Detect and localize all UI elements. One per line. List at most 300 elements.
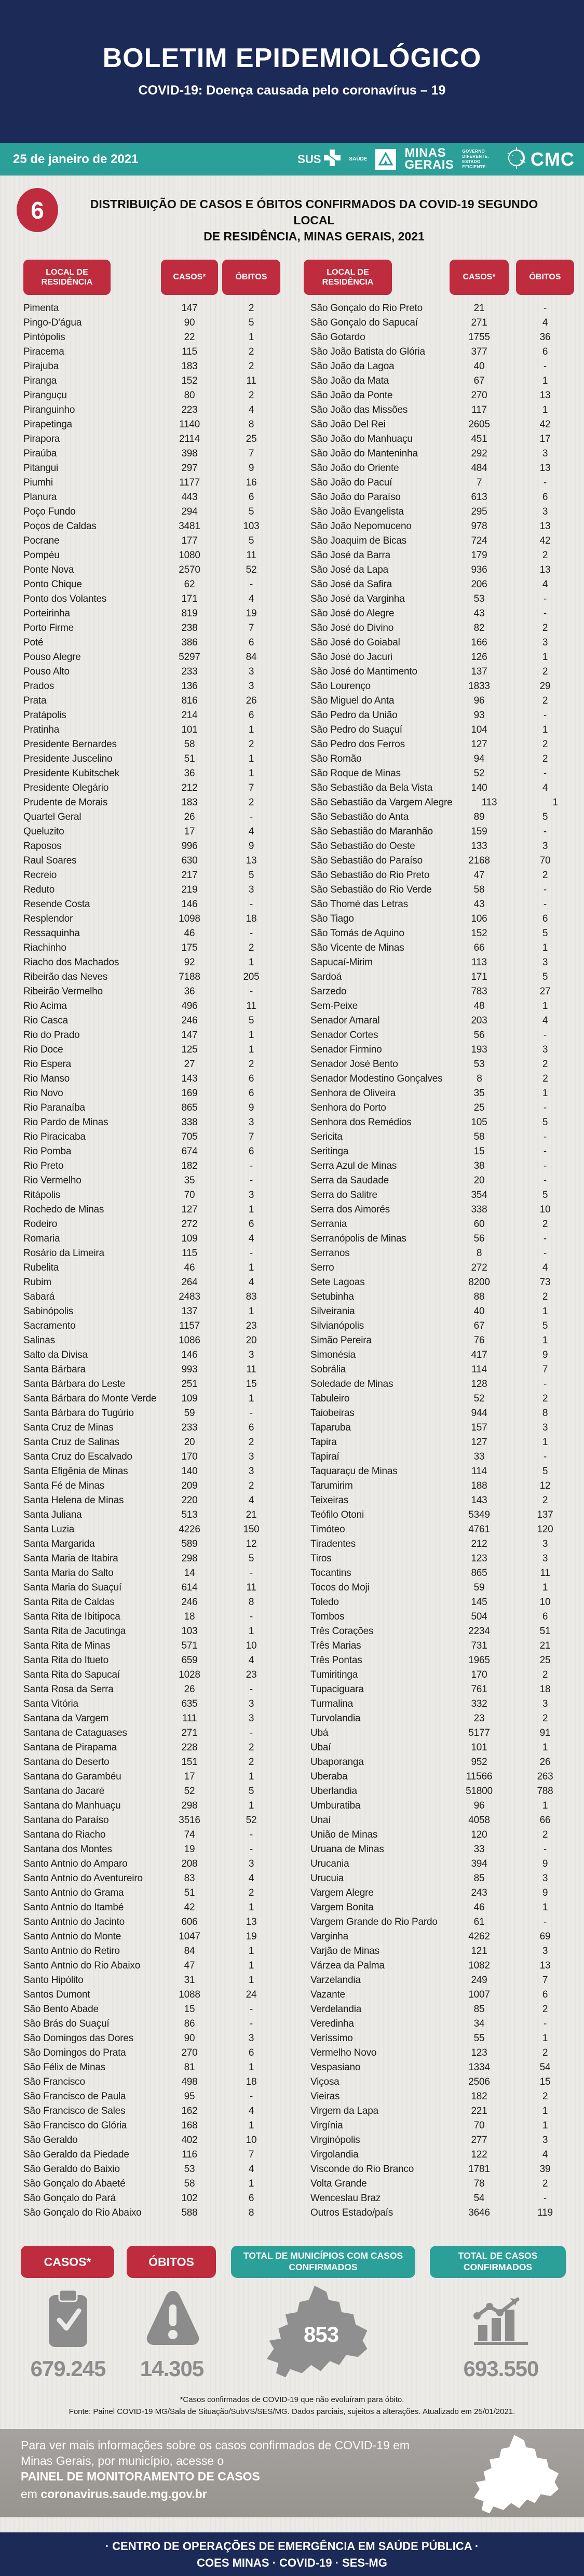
table-row — [23, 984, 280, 999]
table-row — [23, 1741, 280, 1755]
cases-value: 105 — [471, 1117, 487, 1128]
municipality-name: Volta Grande — [310, 2178, 367, 2189]
summary-casos-button: CASOS* — [21, 2246, 114, 2278]
municipality-name: Serra da Saudade — [310, 1175, 389, 1186]
deaths-value: 2 — [542, 870, 548, 881]
deaths-value: 11 — [246, 550, 256, 561]
cases-value: 233 — [181, 666, 198, 677]
municipality-name: Serranos — [310, 1248, 350, 1259]
table-row — [304, 1552, 574, 1566]
table-row — [304, 2104, 574, 2119]
municipality-name: Rubim — [23, 1277, 51, 1288]
cases-value: 101 — [471, 1742, 487, 1753]
municipality-name: Ubá — [310, 1728, 329, 1738]
municipality-name: São João Batista do Glória — [310, 346, 425, 357]
table-row — [23, 708, 280, 723]
table-row — [304, 955, 574, 970]
municipality-name: Resende Costa — [23, 899, 90, 910]
table-row — [23, 825, 280, 839]
cases-value: 26 — [184, 1684, 195, 1695]
table-row — [23, 1014, 280, 1028]
cases-value: 67 — [473, 1320, 485, 1331]
municipality-name: Santana do Jacaré — [23, 1786, 105, 1797]
cases-value: 332 — [471, 1698, 487, 1709]
cmc-emblem-icon — [505, 146, 528, 172]
tagline-line: DIFERENTE. — [462, 154, 490, 159]
deaths-value: 5 — [248, 1553, 254, 1564]
municipality-name: Santa Luzia — [23, 1524, 75, 1535]
cases-value: 147 — [181, 303, 198, 314]
table-row — [304, 1057, 574, 1072]
deaths-value: 42 — [539, 535, 551, 546]
cases-value: 89 — [473, 812, 485, 822]
deaths-value: 2 — [542, 550, 548, 561]
deaths-value: 5 — [248, 506, 254, 517]
deaths-value: 3 — [542, 1044, 548, 1055]
deaths-value: 7 — [248, 448, 254, 459]
table-row — [23, 1159, 280, 1174]
deaths-value: 69 — [539, 1931, 551, 1942]
deaths-value: - — [543, 594, 547, 604]
municipality-name: São Sebastião do Paraíso — [310, 855, 423, 866]
cases-value: 106 — [471, 913, 487, 924]
minas-gerais-logo — [404, 147, 454, 171]
table-row — [304, 1857, 574, 1871]
deaths-value: 5 — [542, 1320, 548, 1331]
deaths-value: 4 — [248, 594, 254, 604]
table-row — [304, 2031, 574, 2046]
cases-value: 157 — [471, 1422, 487, 1433]
deaths-value: - — [249, 1161, 253, 1171]
cases-value: 58 — [473, 1131, 485, 1142]
municipality-name: Pitangui — [23, 463, 59, 474]
municipality-name: Santa Bárbara do Monte Verde — [23, 1393, 157, 1404]
municipality-name: Rio Piracicaba — [23, 1131, 86, 1142]
cases-value: 78 — [473, 2178, 485, 2189]
cases-value: 571 — [181, 1640, 198, 1651]
coronavirus-site-link[interactable]: coronavirus.saude.mg.gov.br — [40, 2487, 207, 2501]
table-row — [23, 2046, 280, 2060]
cases-value: 166 — [471, 637, 487, 648]
table-row — [304, 665, 574, 679]
table-row — [23, 1799, 280, 1813]
deaths-value: - — [543, 1917, 547, 1927]
municipality-name: Ubaporanga — [310, 1757, 364, 1768]
deaths-value: 3 — [248, 1858, 254, 1869]
table-row — [304, 810, 574, 825]
table-right-column — [304, 301, 574, 2220]
deaths-value: 10 — [539, 1597, 551, 1608]
cases-value: 2168 — [468, 855, 490, 866]
cases-value: 35 — [473, 1088, 485, 1099]
cases-value: 298 — [181, 1800, 198, 1811]
cases-value: 125 — [181, 1044, 198, 1055]
cases-value: 952 — [471, 1757, 487, 1768]
deaths-value: 24 — [246, 1989, 257, 2000]
deaths-value: 2 — [542, 666, 548, 677]
deaths-value: - — [543, 1233, 547, 1244]
table-row — [23, 723, 280, 737]
table-row — [304, 2002, 574, 2017]
table-row — [304, 970, 574, 984]
cases-value: 635 — [181, 1698, 198, 1709]
deaths-value: 25 — [246, 434, 257, 444]
deaths-value: 13 — [246, 1917, 257, 1927]
section-title-line1: DISTRIBUIÇÃO DE CASOS E ÓBITOS CONFIRMADOS DA COVID-19 SEGUNDO LOCAL — [90, 197, 538, 227]
municipality-name: Virgínia — [310, 2120, 343, 2131]
cases-value: 15 — [184, 2004, 195, 2015]
cases-value: 1157 — [179, 1320, 200, 1331]
cases-value: 80 — [184, 390, 195, 401]
cases-value: 936 — [471, 564, 487, 575]
table-row — [23, 1813, 280, 1828]
table-row — [23, 2060, 280, 2075]
table-row — [304, 1406, 574, 1421]
table-row — [23, 1566, 280, 1581]
table-row — [304, 883, 574, 897]
deaths-value: - — [543, 1146, 547, 1157]
cases-value: 58 — [184, 2178, 195, 2189]
table-row — [304, 621, 574, 636]
table-row — [304, 1726, 574, 1741]
table-row — [304, 1232, 574, 1246]
cases-value: 292 — [471, 448, 487, 459]
cases-value: 277 — [471, 2135, 487, 2146]
cases-value: 270 — [181, 2047, 198, 2058]
municipality-name: Santana do Manhuaçu — [23, 1800, 121, 1811]
municipality-name: São Gotardo — [310, 332, 365, 343]
logo-strip — [297, 146, 575, 172]
municipality-name: Wenceslau Braz — [310, 2193, 381, 2204]
cases-value: 47 — [184, 1960, 195, 1971]
deaths-value: 1 — [248, 1960, 254, 1971]
cases-value: 38 — [473, 1161, 485, 1171]
cases-value: 614 — [181, 1582, 198, 1593]
table-row — [304, 1464, 574, 1479]
deaths-value: 3 — [248, 2033, 254, 2044]
cases-value: 59 — [473, 1582, 485, 1593]
table-row — [23, 1915, 280, 1930]
municipality-name: Rio Manso — [23, 1073, 70, 1084]
cases-value: 20 — [184, 1437, 195, 1448]
deaths-value: 1 — [542, 404, 548, 415]
table-row — [304, 548, 574, 563]
tagline-line: EFICIENTE. — [462, 164, 487, 169]
cases-value: 46 — [184, 928, 195, 939]
table-row — [304, 359, 574, 374]
deaths-value: 5 — [542, 928, 548, 939]
deaths-value: 6 — [248, 2193, 254, 2204]
deaths-value: 3 — [542, 506, 548, 517]
municipality-name: São José do Alegre — [310, 608, 395, 619]
municipality-name: Seritinga — [310, 1146, 349, 1157]
municipality-name: Porto Firme — [23, 623, 74, 633]
deaths-value: 3 — [248, 681, 254, 692]
date-bar — [0, 143, 584, 176]
deaths-value: 4 — [248, 1873, 254, 1884]
deaths-value: 1 — [552, 797, 558, 808]
deaths-value: 2 — [248, 1887, 254, 1898]
cases-value: 42 — [184, 1902, 195, 1913]
cases-value: 272 — [471, 1262, 487, 1273]
municipality-name: São João das Missões — [310, 404, 408, 415]
municipality-name: Sabará — [23, 1291, 55, 1302]
total-obitos-stat: 14.305 — [140, 2356, 204, 2381]
deaths-value: 6 — [542, 1611, 548, 1622]
deaths-value: - — [543, 1248, 547, 1259]
municipality-name: Turmalina — [310, 1698, 353, 1709]
municipality-name: Toledo — [310, 1597, 339, 1608]
info-line4 — [21, 2487, 207, 2501]
table-row — [23, 1290, 280, 1304]
table-row — [23, 752, 280, 766]
deaths-value: 6 — [248, 1073, 254, 1084]
cases-value: 127 — [471, 1437, 487, 1448]
sus-cross-icon — [323, 149, 342, 170]
table-row — [304, 374, 574, 388]
municipality-name: São Francisco de Sales — [23, 2106, 126, 2116]
deaths-value: 23 — [246, 1669, 257, 1680]
table-row — [23, 868, 280, 883]
table-left-column — [23, 301, 280, 2220]
deaths-value: 19 — [246, 608, 257, 619]
cases-value: 43 — [473, 608, 485, 619]
table-row — [304, 1290, 574, 1304]
deaths-value: 103 — [243, 521, 260, 532]
municipality-name: Piraúba — [23, 448, 57, 459]
municipality-name: Pingo-D'água — [23, 317, 82, 328]
deaths-value: - — [249, 1844, 253, 1855]
cases-value: 183 — [181, 797, 198, 808]
table-row — [23, 1770, 280, 1784]
municipality-name: Vargem Bonita — [310, 1902, 374, 1913]
cases-value: 171 — [471, 972, 487, 982]
table-row — [23, 606, 280, 621]
cases-value: 56 — [473, 1233, 485, 1244]
municipality-name: São João do Pacuí — [310, 477, 392, 488]
municipality-name: São João Del Rei — [310, 419, 386, 430]
deaths-value: 10 — [246, 2135, 257, 2146]
cases-value: 85 — [473, 2004, 485, 2015]
table-row — [23, 854, 280, 868]
deaths-value: 10 — [246, 1640, 257, 1651]
sus-logo-text: SUS — [297, 152, 321, 166]
municipality-name: Urucuia — [310, 1873, 344, 1884]
table-row — [304, 999, 574, 1014]
municipality-name: São Roque de Minas — [310, 768, 401, 779]
info-line1: Para ver mais informações sobre os casos confirmados de COVID-19 em — [21, 2438, 410, 2452]
deaths-value: - — [543, 477, 547, 488]
table-row — [23, 1711, 280, 1726]
municipality-name: Tupaciguara — [310, 1684, 364, 1695]
cases-value: 169 — [181, 1088, 198, 1099]
municipality-name: Prados — [23, 681, 55, 692]
municipality-name: São Sebastião da Bela Vista — [310, 783, 433, 793]
deaths-value: - — [543, 899, 547, 910]
deaths-value: 2 — [542, 1713, 548, 1724]
cases-value: 206 — [471, 579, 487, 590]
municipality-name: Rio Pomba — [23, 1146, 72, 1157]
municipality-name: Santa Rita do Itueto — [23, 1655, 108, 1666]
cases-value: 1833 — [468, 681, 490, 692]
deaths-value: - — [543, 1451, 547, 1462]
municipality-name: União de Minas — [310, 1829, 378, 1840]
bulletin-subtitle: COVID-19: Doença causada pelo coronavírus – 19 — [138, 83, 446, 98]
table-row — [304, 1799, 574, 1813]
table-row — [23, 1217, 280, 1232]
cases-value: 20 — [473, 1175, 485, 1186]
municipality-name: Riachinho — [23, 942, 66, 953]
municipality-name: Sarzedo — [310, 986, 347, 997]
municipality-name: Senhora de Oliveira — [310, 1088, 396, 1099]
deaths-value: 2 — [542, 1073, 548, 1084]
municipality-name: Três Marias — [310, 1640, 361, 1651]
deaths-value: 2 — [542, 1291, 548, 1302]
deaths-value: 1 — [542, 1742, 548, 1753]
deaths-value: 9 — [248, 1102, 254, 1113]
municipality-name: Serra do Salitre — [310, 1190, 377, 1201]
deaths-value: 6 — [542, 492, 548, 503]
cases-value: 62 — [184, 579, 195, 590]
cases-value: 115 — [182, 346, 197, 357]
municipality-name: Pratinha — [23, 724, 60, 735]
deaths-value: 1 — [248, 1393, 254, 1404]
municipality-name: São Bento Abade — [23, 2004, 99, 2015]
section-number-badge: 6 — [17, 188, 58, 232]
table-row — [304, 1973, 574, 1988]
deaths-value: 1 — [248, 1044, 254, 1055]
deaths-value: 9 — [248, 841, 254, 852]
municipality-name: Pratápolis — [23, 710, 66, 721]
deaths-value: 15 — [246, 1379, 257, 1390]
deaths-value: 2 — [542, 1393, 548, 1404]
table-row — [304, 1203, 574, 1217]
table-row — [23, 2206, 280, 2220]
deaths-value: 1 — [542, 375, 548, 386]
cases-value: 109 — [181, 1393, 198, 1404]
municipality-name: Santa Rita de Minas — [23, 1640, 111, 1651]
cmc-logo-text: CMC — [531, 148, 575, 170]
municipality-name: Setubinha — [310, 1291, 354, 1302]
deaths-value: 3 — [248, 1713, 254, 1724]
gerais-text: GERAIS — [404, 157, 454, 172]
cases-value: 589 — [181, 1539, 198, 1549]
municipality-name: Soledade de Minas — [310, 1379, 393, 1390]
cases-value: 209 — [181, 1480, 198, 1491]
cases-value: 95 — [184, 2091, 195, 2102]
municipality-name: São Félix de Minas — [23, 2062, 105, 2073]
table-row — [23, 359, 280, 374]
cases-value: 170 — [181, 1451, 198, 1462]
table-row — [23, 2162, 280, 2177]
table-row — [23, 577, 280, 592]
municipality-name: Queluzito — [23, 826, 64, 837]
cases-value: 96 — [473, 695, 485, 706]
deaths-value: 7 — [248, 2149, 254, 2160]
deaths-value: 3 — [542, 1553, 548, 1564]
table-row — [23, 1203, 280, 1217]
municipality-name: Vargem Alegre — [310, 1887, 374, 1898]
deaths-value: 2 — [542, 2004, 548, 2015]
municipality-name: Pintópolis — [23, 332, 65, 343]
table-row — [23, 1624, 280, 1639]
cases-value: 3516 — [179, 1815, 200, 1826]
municipality-name: Varginha — [310, 1931, 349, 1942]
municipality-name: São José do Jacuri — [310, 652, 392, 663]
deaths-value: - — [543, 768, 547, 779]
governo-tagline — [462, 149, 489, 170]
deaths-value: - — [249, 1829, 253, 1840]
table-row — [304, 403, 574, 417]
deaths-value: 1 — [542, 2120, 548, 2131]
municipality-name: Santa Maria do Suaçuí — [23, 1582, 122, 1593]
deaths-value: - — [249, 1408, 253, 1419]
painel-monitoramento-link[interactable]: PAINEL DE MONITORAMENTO DE CASOS — [21, 2470, 260, 2483]
municipality-name: Rio Doce — [23, 1044, 63, 1055]
municipality-name: São Sebastião do Rio Preto — [310, 870, 430, 881]
municipality-name: Tabuleiro — [310, 1393, 350, 1404]
deaths-value: 70 — [539, 855, 551, 866]
cases-value: 674 — [181, 1146, 198, 1157]
cases-value: 816 — [181, 695, 198, 706]
deaths-value: 26 — [539, 1757, 551, 1768]
deaths-value: 1 — [542, 1902, 548, 1913]
table-row — [23, 1682, 280, 1697]
table-row — [304, 1886, 574, 1900]
deaths-value: 3 — [542, 448, 548, 459]
municipality-name: Quartel Geral — [23, 812, 82, 822]
table-row — [23, 1508, 280, 1522]
municipality-name: Rio Vermelho — [23, 1175, 82, 1186]
deaths-value: 1 — [542, 1582, 548, 1593]
table-row — [23, 1639, 280, 1653]
municipality-name: São Pedro do Suaçuí — [310, 724, 402, 735]
table-row — [23, 592, 280, 606]
cases-value: 8 — [477, 1073, 482, 1084]
deaths-value: 1 — [248, 2062, 254, 2073]
municipality-name: Santana do Deserto — [23, 1757, 110, 1768]
cases-value: 53 — [184, 2164, 195, 2175]
municipality-name: Várzea da Palma — [310, 1960, 385, 1971]
table-row — [304, 839, 574, 854]
cases-value: 70 — [184, 1190, 195, 1201]
table-row — [23, 316, 280, 330]
cases-value: 56 — [473, 1030, 485, 1041]
municipality-name: Três Corações — [310, 1626, 374, 1637]
table-row — [304, 1697, 574, 1711]
municipality-name: Sobrália — [310, 1364, 346, 1375]
table-row — [304, 766, 574, 781]
table-row — [23, 1144, 280, 1159]
cases-value: 182 — [181, 1161, 198, 1171]
cases-value: 865 — [181, 1102, 198, 1113]
table-row — [304, 795, 574, 810]
cases-value: 484 — [471, 463, 487, 474]
table-row — [23, 1522, 280, 1537]
cases-value: 5349 — [468, 1509, 490, 1520]
cases-value: 171 — [181, 594, 198, 604]
cases-value: 14 — [184, 1568, 195, 1579]
table-row — [304, 1653, 574, 1668]
table-row — [304, 1363, 574, 1377]
deaths-value: 3 — [542, 1698, 548, 1709]
cases-value: 4262 — [468, 1931, 490, 1942]
municipality-name: São Lourenço — [310, 681, 371, 692]
table-row — [23, 490, 280, 505]
municipality-name: São Vicente de Minas — [310, 942, 404, 953]
cases-value: 1086 — [179, 1335, 200, 1346]
municipality-name: Taquaraçu de Minas — [310, 1466, 398, 1477]
